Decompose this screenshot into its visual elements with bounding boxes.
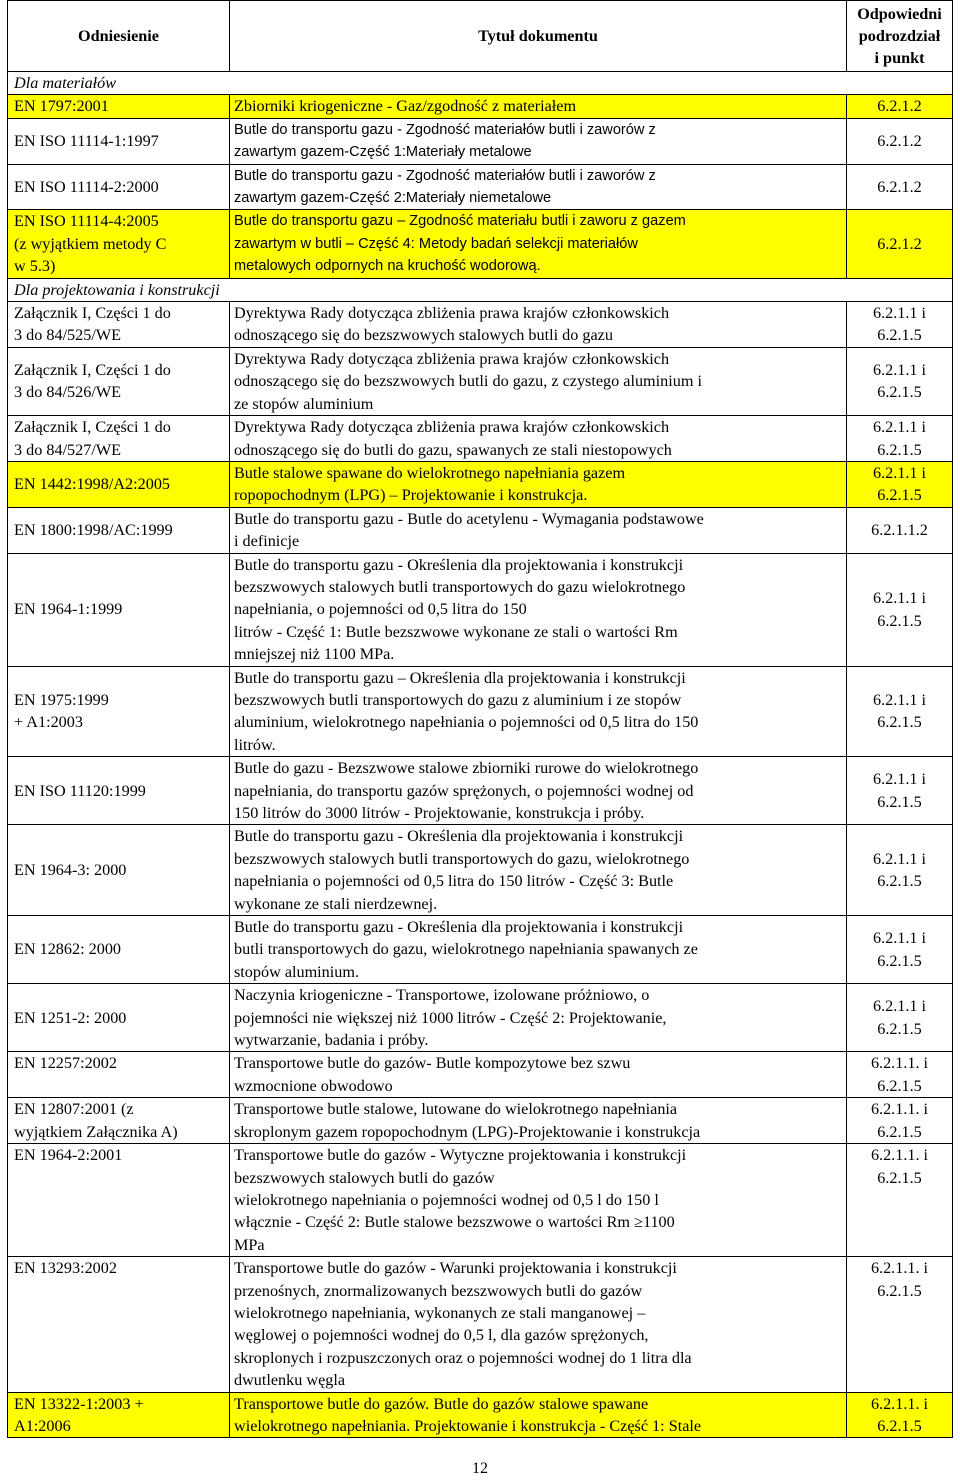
standard-reference: EN 1964-2:2001 [8, 1144, 230, 1257]
standard-reference: EN 12257:2002 [8, 1052, 230, 1098]
standard-reference: EN 1800:1998/AC:1999 [8, 507, 230, 553]
table-row [8, 1257, 953, 1392]
document-title: Butle do transportu gazu - Zgodność materiałów butli i zaworów z zawartym gazem-Część 1:Materiały metalowe [230, 118, 847, 164]
section-point-reference: 6.2.1.2 [847, 95, 953, 118]
document-title: Dyrektywa Rady dotycząca zbliżenia prawa krajów członkowskich odnoszącego się do bezszwowych stalowych butli do gazu [230, 302, 847, 348]
standard-reference: EN ISO 11114-4:2005 (z wyjątkiem metody C w 5.3) [8, 210, 230, 278]
table-row [8, 757, 953, 825]
standards-table [7, 0, 953, 1438]
standard-reference: Załącznik I, Części 1 do 3 do 84/527/WE [8, 416, 230, 462]
table-row [8, 164, 953, 210]
standard-reference: EN 12862: 2000 [8, 916, 230, 984]
table-row [8, 666, 953, 757]
section-point-reference: 6.2.1.1 i 6.2.1.5 [847, 916, 953, 984]
document-title: Butle do transportu gazu - Określenia dla projektowania i konstrukcji bezszwowych stalowych butli transportowych do gazu, wielokrotnego napełniania o pojemności od 0,5 litra do 150 litrów - Część 3: Butle wykonane ze stali nierdzewnej. [230, 825, 847, 916]
standard-reference: EN 12807:2001 (z wyjątkiem Załącznika A) [8, 1098, 230, 1144]
document-title: Transportowe butle do gazów- Butle kompozytowe bez szwu wzmocnione obwodowo [230, 1052, 847, 1098]
document-title: Butle do transportu gazu - Butle do acetylenu - Wymagania podstawowe i definicje [230, 507, 847, 553]
section-point-reference: 6.2.1.1 i 6.2.1.5 [847, 347, 953, 415]
document-title: Butle stalowe spawane do wielokrotnego napełniania gazem ropopochodnym (LPG) – Projektowanie i konstrukcja. [230, 461, 847, 507]
document-title: Transportowe butle stalowe, lutowane do wielokrotnego napełniania skroplonym gazem ropopochodnym (LPG)-Projektowanie i konstrukcja [230, 1098, 847, 1144]
document-page [7, 0, 952, 1438]
standard-reference: EN ISO 11120:1999 [8, 757, 230, 825]
table-row [8, 916, 953, 984]
section-point-reference: 6.2.1.1. i 6.2.1.5 [847, 1392, 953, 1438]
table-row [8, 302, 953, 348]
section-point-reference: 6.2.1.2 [847, 164, 953, 210]
section-point-reference: 6.2.1.1 i 6.2.1.5 [847, 825, 953, 916]
section-point-reference: 6.2.1.1 i 6.2.1.5 [847, 666, 953, 757]
standard-reference: EN 1442:1998/A2:2005 [8, 461, 230, 507]
document-title: Transportowe butle do gazów - Warunki projektowania i konstrukcji przenośnych, znormalizowanych bezszwowych butli do gazów wielokrotnego napełniania, wykonanych ze stali manganowej – węglowej o pojemności wodnej do 0,5 l, dla gazów sprężonych, skroplonych i rozpuszczonych oraz o pojemności wodnej do 1 litra dla dwutlenku węgla [230, 1257, 847, 1392]
section-point-reference: 6.2.1.1 i 6.2.1.5 [847, 553, 953, 666]
table-body [8, 72, 953, 1438]
section-point-reference: 6.2.1.1 i 6.2.1.5 [847, 984, 953, 1052]
page-number: 12 [472, 1460, 488, 1477]
section-point-reference: 6.2.1.1. i 6.2.1.5 [847, 1257, 953, 1392]
table-header-row [8, 1, 953, 72]
table-row [8, 553, 953, 666]
standard-reference: EN 13322-1:2003 + A1:2006 [8, 1392, 230, 1438]
document-title: Butle do transportu gazu - Określenia dla projektowania i konstrukcji bezszwowych stalowych butli transportowych do gazu wielokrotnego napełniania, o pojemności od 0,5 litra do 150 litrów - Część 1: Butle bezszwowe wykonane ze stali o wartości Rm mniejszej niż 1100 MPa. [230, 553, 847, 666]
section-point-reference: 6.2.1.2 [847, 118, 953, 164]
table-row [8, 416, 953, 462]
document-title: Zbiorniki kriogeniczne - Gaz/zgodność z materiałem [230, 95, 847, 118]
table-row [8, 118, 953, 164]
document-title: Transportowe butle do gazów. Butle do gazów stalowe spawane wielokrotnego napełniania. Projektowanie i konstrukcja - Część 1: Stale [230, 1392, 847, 1438]
standard-reference: EN 1964-3: 2000 [8, 825, 230, 916]
section-header-row [8, 278, 953, 301]
table-row [8, 347, 953, 415]
table-row [8, 1144, 953, 1257]
section-point-reference: 6.2.1.1 i 6.2.1.5 [847, 416, 953, 462]
standard-reference: EN ISO 11114-2:2000 [8, 164, 230, 210]
section-point-reference: 6.2.1.1 i 6.2.1.5 [847, 302, 953, 348]
table-row [8, 1392, 953, 1438]
section-point-reference: 6.2.1.1. i 6.2.1.5 [847, 1052, 953, 1098]
document-title: Transportowe butle do gazów - Wytyczne projektowania i konstrukcji bezszwowych stalowych butli do gazów wielokrotnego napełniania o pojemności wodnej od 0,5 l do 150 l włącznie - Część 2: Butle stalowe bezszwowe o wartości Rm ≥1100 MPa [230, 1144, 847, 1257]
section-point-reference: 6.2.1.2 [847, 210, 953, 278]
table-row [8, 507, 953, 553]
section-label: Dla projektowania i konstrukcji [8, 278, 953, 301]
section-point-reference: 6.2.1.1 i 6.2.1.5 [847, 757, 953, 825]
standard-reference: EN 1975:1999 + A1:2003 [8, 666, 230, 757]
header-document-title: Tytuł dokumentu [230, 1, 847, 72]
table-row [8, 95, 953, 118]
document-title: Butle do transportu gazu - Określenia dla projektowania i konstrukcji butli transportowych do gazu, wielokrotnego napełniania spawanych ze stopów aluminium. [230, 916, 847, 984]
standard-reference: EN 13293:2002 [8, 1257, 230, 1392]
section-header-row [8, 72, 953, 95]
section-point-reference: 6.2.1.1.2 [847, 507, 953, 553]
standard-reference: EN 1251-2: 2000 [8, 984, 230, 1052]
table-row [8, 1098, 953, 1144]
document-title: Naczynia kriogeniczne - Transportowe, izolowane próżniowo, o pojemności nie większej niż 1000 litrów - Część 2: Projektowanie, wytwarzanie, badania i próby. [230, 984, 847, 1052]
section-label: Dla materiałów [8, 72, 953, 95]
document-title: Butle do gazu - Bezszwowe stalowe zbiorniki rurowe do wielokrotnego napełniania, do transportu gazów sprężonych, o pojemności wodnej od 150 litrów do 3000 litrów - Projektowanie, konstrukcja i próby. [230, 757, 847, 825]
header-reference: Odniesienie [8, 1, 230, 72]
document-title: Dyrektywa Rady dotycząca zbliżenia prawa krajów członkowskich odnoszącego się do butli do gazu, spawanych ze stali niestopowych [230, 416, 847, 462]
table-row [8, 825, 953, 916]
standard-reference: EN 1964-1:1999 [8, 553, 230, 666]
table-row [8, 1052, 953, 1098]
standard-reference: EN ISO 11114-1:1997 [8, 118, 230, 164]
table-row [8, 210, 953, 278]
standard-reference: EN 1797:2001 [8, 95, 230, 118]
section-point-reference: 6.2.1.1. i 6.2.1.5 [847, 1144, 953, 1257]
document-title: Butle do transportu gazu – Określenia dla projektowania i konstrukcji bezszwowych butli transportowych do gazu z aluminium i ze stopów aluminium, wielokrotnego napełniania o pojemności od 0,5 litra do 150 litrów. [230, 666, 847, 757]
document-title: Dyrektywa Rady dotycząca zbliżenia prawa krajów członkowskich odnoszącego się do bezszwowych butli do gazu, z czystego aluminium i ze stopów aluminium [230, 347, 847, 415]
standard-reference: Załącznik I, Części 1 do 3 do 84/525/WE [8, 302, 230, 348]
header-section-point: Odpowiedni podrozdział i punkt [847, 1, 953, 72]
table-row [8, 984, 953, 1052]
document-title: Butle do transportu gazu - Zgodność materiałów butli i zaworów z zawartym gazem-Część 2:Materiały niemetalowe [230, 164, 847, 210]
table-row [8, 461, 953, 507]
section-point-reference: 6.2.1.1 i 6.2.1.5 [847, 461, 953, 507]
section-point-reference: 6.2.1.1. i 6.2.1.5 [847, 1098, 953, 1144]
standard-reference: Załącznik I, Części 1 do 3 do 84/526/WE [8, 347, 230, 415]
document-title: Butle do transportu gazu – Zgodność materiału butli i zaworu z gazem zawartym w butli – Część 4: Metody badań selekcji materiałów metalowych odpornych na kruchość wodorową. [230, 210, 847, 278]
